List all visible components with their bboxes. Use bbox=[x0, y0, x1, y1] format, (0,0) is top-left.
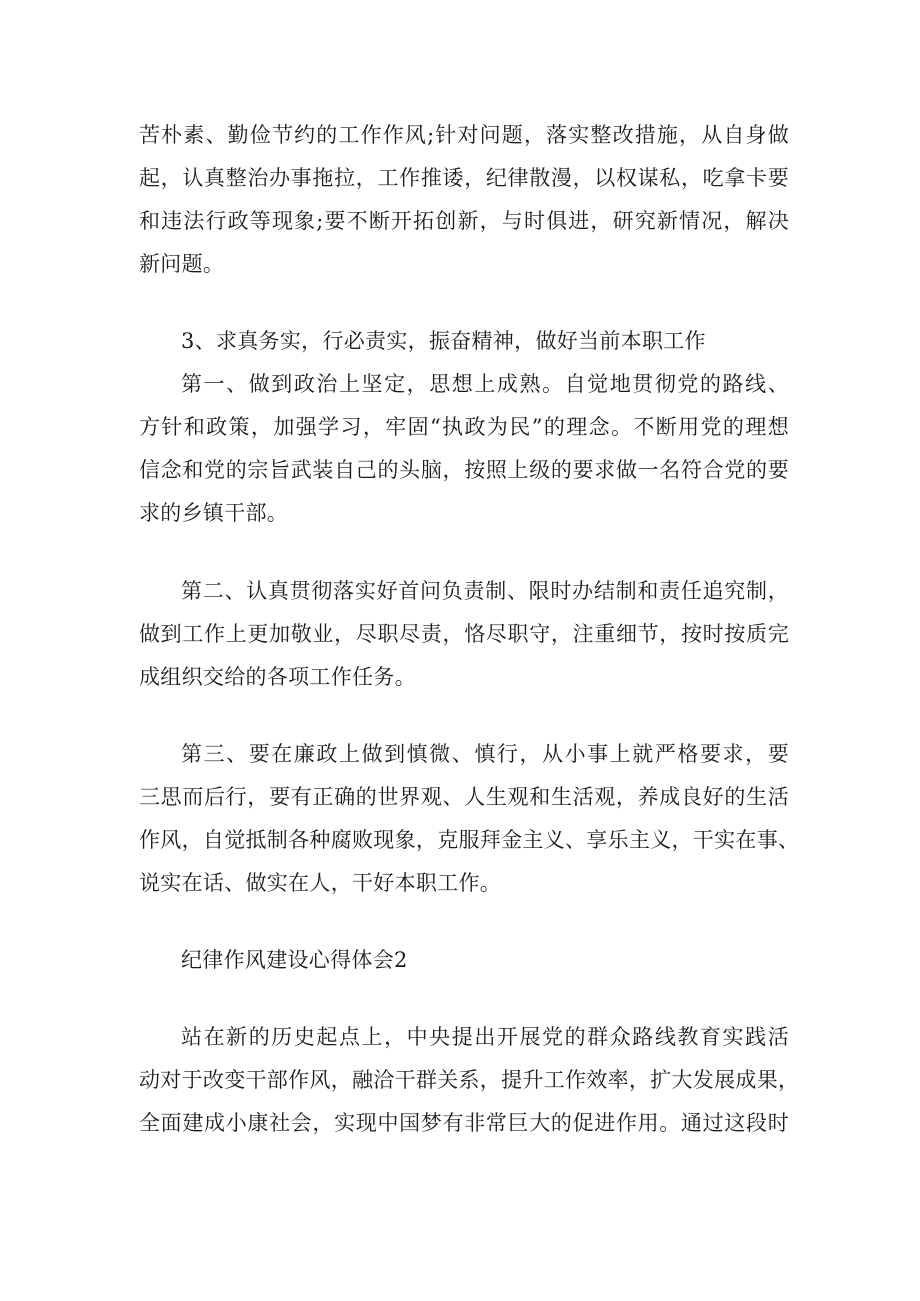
paragraph-intro-line-3: 全面建成小康社会，实现中国梦有非常巨大的促进作用。通过这段时 bbox=[139, 1111, 789, 1135]
paragraph-third-line-3: 作风，自觉抵制各种腐败现象，克服拜金主义、享乐主义，干实在事、 bbox=[139, 828, 800, 852]
paragraph-first-line-3: 信念和党的宗旨武装自己的头脑，按照上级的要求做一名符合党的要 bbox=[139, 458, 789, 482]
paragraph-first-line-1: 第一、做到政治上坚定，思想上成熟。自觉地贯彻党的路线、 bbox=[181, 372, 789, 396]
paragraph-second-line-3: 成组织交给的各项工作任务。 bbox=[139, 665, 416, 689]
paragraph-1-line-1: 苦朴素、勤俭节约的工作作风;针对问题，落实整改措施，从自身做 bbox=[139, 123, 789, 147]
paragraph-1-line-3: 和违法行政等现象;要不断开拓创新，与时俱进，研究新情况，解决 bbox=[139, 209, 789, 233]
paragraph-1-line-4: 新问题。 bbox=[139, 252, 225, 276]
paragraph-second-line-1: 第二、认真贯彻落实好首问负责制、限时办结制和责任追究制， bbox=[181, 579, 789, 603]
paragraph-second-line-2: 做到工作上更加敬业，尽职尽责，恪尽职守，注重细节，按时按质完 bbox=[139, 622, 789, 646]
paragraph-first-line-4: 求的乡镇干部。 bbox=[139, 501, 289, 525]
paragraph-first-line-2: 方针和政策，加强学习，牢固“执政为民”的理念。不断用党的理想 bbox=[139, 415, 789, 439]
article-title-2: 纪律作风建设心得体会2 bbox=[181, 948, 408, 972]
paragraph-1-line-2: 起，认真整治办事拖拉，工作推诿，纪律散漫，以权谋私，吃拿卡要 bbox=[139, 166, 789, 190]
paragraph-third-line-2: 三思而后行，要有正确的世界观、人生观和生活观，养成良好的生活 bbox=[139, 785, 789, 809]
paragraph-intro-line-2: 动对于改变干部作风，融洽干群关系，提升工作效率，扩大发展成果， bbox=[139, 1068, 800, 1092]
paragraph-third-line-4: 说实在话、做实在人，干好本职工作。 bbox=[139, 871, 502, 895]
section-heading-3: 3、求真务实，行必责实，振奋精神，做好当前本职工作 bbox=[181, 329, 706, 353]
paragraph-intro-line-1: 站在新的历史起点上，中央提出开展党的群众路线教育实践活 bbox=[181, 1025, 789, 1049]
paragraph-third-line-1: 第三、要在廉政上做到慎微、慎行，从小事上就严格要求，要 bbox=[181, 742, 789, 766]
